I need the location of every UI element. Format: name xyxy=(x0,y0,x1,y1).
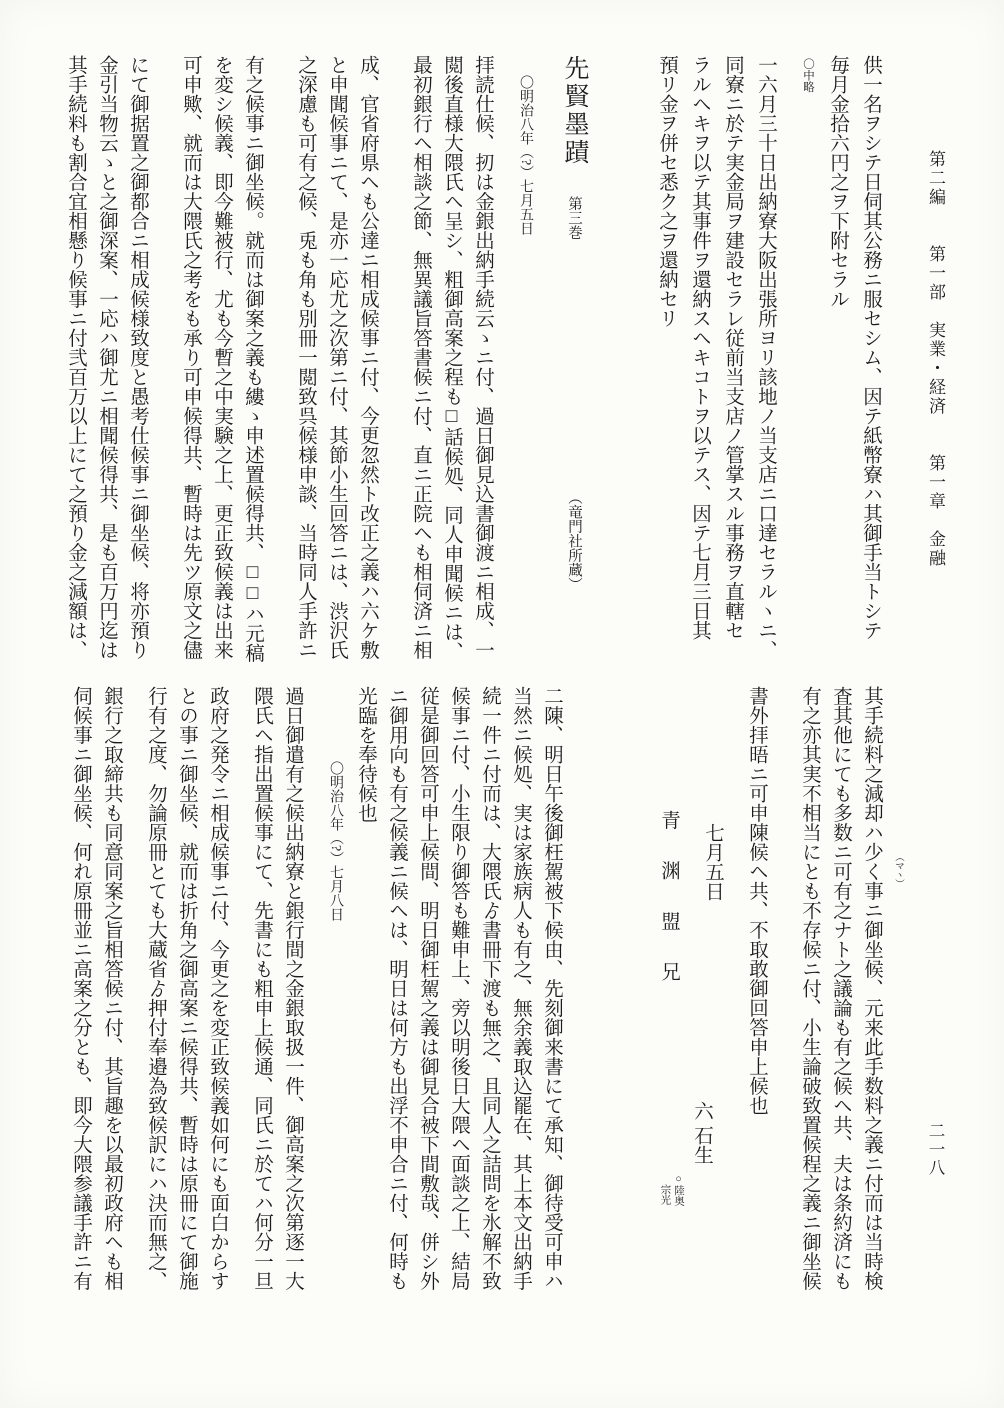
addressee-column: 青渊盟兄 xyxy=(658,810,679,1012)
letter-column: 査其他にても多数ニ可有之ナト之議論も有之候ヘ共、夫は条約済にも xyxy=(830,686,851,1291)
letter-column: 之深慮も可有之候、兎も角も別冊一閲致呉候様申談、当時同人手許ニ xyxy=(295,55,316,660)
signature: 六 石生 xyxy=(691,1101,712,1165)
letter-column: 候事ニ付、小生限り御答も難申上、旁以明後日大隈ヘ面談之上、結局 xyxy=(448,686,469,1291)
letter-column: 二陳、明日午後御枉駕被下候由、先刻御来書にて承知、御待受可申ハ xyxy=(541,686,562,1291)
letter-column: ニ御用向も有之候義ニ候ヘは、明日は何方も出浮不申合ニ付、何時も xyxy=(386,686,407,1291)
letter-column: 閲後直様大隈氏ヘ呈シ、粗御高案之程も□話候処、同人申聞候ニは、 xyxy=(441,55,462,661)
letter-column: 最初銀行ヘ相談之節、無異議旨答書候ニ付、直ニ正院ヘも相伺済ニ相 xyxy=(410,55,431,660)
letter-column: との事ニ御坐候、就而は折角之御高案ニ候得共、暫時は原冊にて御施 xyxy=(176,686,197,1291)
lower-text-band xyxy=(65,686,903,1326)
closing-column: 書外拝晤ニ可申陳候ヘ共、不取敢御回答申上候也 xyxy=(746,686,767,1115)
annotator-note xyxy=(658,1174,685,1244)
section-heading-column xyxy=(552,55,596,710)
text-column: 預リ金ヲ併セ悉ク之ヲ還納セリ xyxy=(656,55,677,328)
letter-column: と申聞候事ニて、是亦一応尤之次第ニ付、其節小生回答ニは、渋沢氏 xyxy=(326,55,347,660)
letter-column: 伺候事ニ御坐候、何れ原冊並ニ高案之分とも、即今大隈参議手許ニ有 xyxy=(70,686,91,1291)
annotator-note-left: 宗光 xyxy=(659,1184,671,1205)
annotator-note-right: ○陸奥 xyxy=(673,1174,684,1206)
letter-column: 有之亦其実不相当にとも不存候ニ付、小生論破致置候程之義ニ御坐候 xyxy=(799,686,820,1291)
letter-column: にて御据置之御都合ニ相成候様致度と愚考仕候事ニ御坐候、将亦預り xyxy=(127,55,148,660)
omission-note: 〇中略 xyxy=(802,58,814,93)
letter-text: ニ御坐候、元来此手数料之義ニ付而は当時検 xyxy=(861,900,882,1291)
section-title: 先賢墨蹟 xyxy=(561,55,588,167)
letter-column: 可申歟、就而は大隈氏之考をも承り可申候得共、暫時は先ツ原文之儘 xyxy=(180,55,201,660)
letter-column: 当然ニ候処、実は家族病人も有之、無余義取込罷在、其上本文出納手 xyxy=(510,686,531,1291)
letter-column: 隈氏ヘ指出置候事にて、先書にも粗申上候通、同氏ニ於てハ何分一旦 xyxy=(251,686,272,1291)
sic-note: （マヽ） xyxy=(893,852,903,888)
letter-column: 有之候事ニ御坐候。就而は御案之義も縷ゝ申述置候得共、□□ハ元稿 xyxy=(242,55,263,663)
letter-text: 其手続料之減却ハ少く事 xyxy=(861,686,882,901)
letter-column: 拝読仕候、扨は金銀出納手続云ゝニ付、過日御見込書御渡ニ相成、一 xyxy=(472,55,493,660)
letter-column: 従是御回答可申上候間、明日御枉駕之義は御見合被下間敷哉、併シ外 xyxy=(417,686,438,1291)
text-column: 同寮ニ於テ実金局ヲ建設セラレ従前当支店ノ管掌スル事務ヲ直轄セ xyxy=(722,55,743,640)
running-header: 第二編 第一部 実業・経済 第一章 金融 xyxy=(926,150,945,568)
upper-text-band xyxy=(60,55,887,710)
letter-date-column: 七月五日 xyxy=(702,823,723,901)
date-heading: 〇明治八年（?）七月五日 xyxy=(518,75,533,236)
page-number: 二一八 xyxy=(926,1122,945,1178)
source-label: （竜門社所蔵） xyxy=(566,490,582,592)
text-column: ラルヘキヲ以テ其事件ヲ還納スヘキコトヲ以テス、因テ七月三日其 xyxy=(689,55,710,640)
letter-column: 銀行之取締共も同意同案之旨相答候ニ付、其旨趣を以最初政府ヘも相 xyxy=(101,686,122,1291)
letter-column: 続一件ニ付而は、大隈氏ゟ書冊下渡も無之、且同人之詰問を氷解不致 xyxy=(479,686,500,1291)
letter-column: を変シ候義、即今難被行、尤も今暫之中実験之上、更正致候義は出来 xyxy=(211,55,232,660)
letter-column: 成、官省府県ヘも公達ニ相成候事ニ付、今更忽然ト改正之義ハ六ケ敷 xyxy=(357,55,378,660)
text-column: 毎月金拾六円之ヲ下附セラル xyxy=(827,55,848,309)
letter-column xyxy=(856,686,903,1326)
letter-column: 政府之発令ニ相成候事ニ付、今更之を変正致候義如何にも面白からす xyxy=(207,686,228,1291)
letter-column: 金引当物云ゝと之御深案、一応ハ御尤ニ相聞候得共、是も百万円迄は xyxy=(96,55,117,660)
letter-column: 過日御遣有之候出納寮と銀行間之金銀取扱一件、御高案之次第逐一大 xyxy=(282,686,303,1291)
date-heading: 〇明治八年（?）七月八日 xyxy=(328,761,343,922)
text-column: 一六月三十日出納寮大阪出張所ヨリ該地ノ当支店ニ口達セラルヽニ、 xyxy=(755,55,776,660)
letter-column: 行有之度、勿論原冊とても大蔵省ゟ押付奉邉為致候訳にハ決而無之、 xyxy=(145,686,166,1291)
letter-column: 光臨を奉待候也 xyxy=(355,686,376,823)
letter-column: 其手続料も割合宜相懸り候事ニ付弐百万以上にて之預り金之減額は、 xyxy=(65,55,86,660)
text-column: 供一名ヲシテ日伺其公務ニ服セシム、因テ紙幣寮ハ其御手当トシテ xyxy=(860,55,881,640)
volume-label: 第三巻 xyxy=(566,195,582,240)
